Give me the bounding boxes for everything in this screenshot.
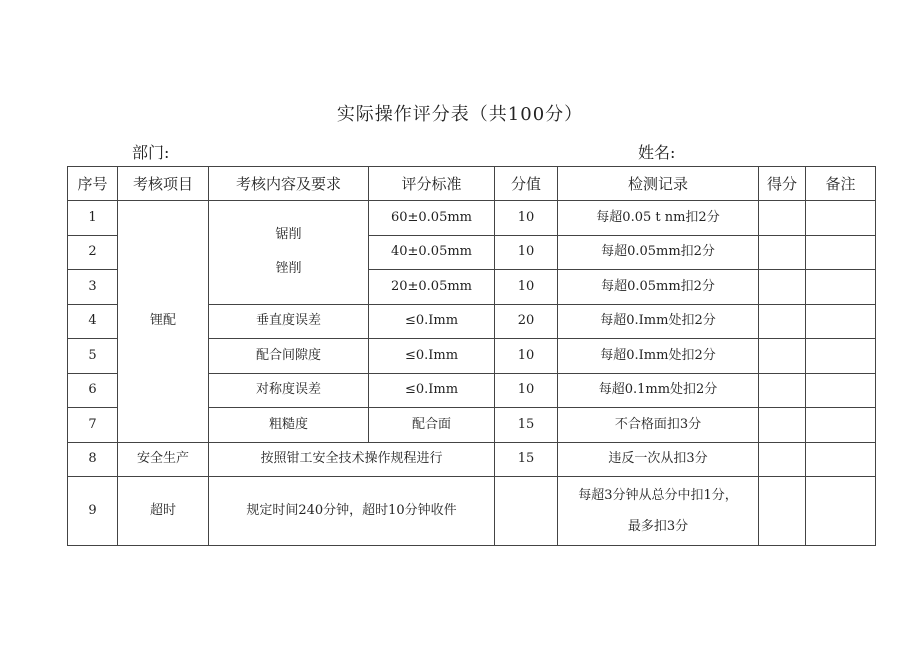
row-content: 按照钳工安全技术操作规程进行	[209, 442, 495, 477]
row-item: 超时	[118, 477, 209, 546]
row-no: 3	[68, 270, 118, 305]
row-points[interactable]	[759, 477, 806, 546]
score-table	[67, 166, 876, 546]
row-record: 每超0.1mm处扣2分	[558, 373, 759, 408]
row-remarks[interactable]	[806, 477, 876, 546]
header-item: 考核项目	[118, 167, 209, 201]
row-content: 垂直度误差	[209, 304, 369, 339]
row-remarks[interactable]	[806, 304, 876, 339]
row-standard: 60±0.05mm	[369, 201, 495, 236]
row-remarks[interactable]	[806, 373, 876, 408]
department-label: 部门:	[132, 143, 170, 162]
row-no: 9	[68, 477, 118, 546]
row-no: 2	[68, 235, 118, 270]
row-no: 8	[68, 442, 118, 477]
table-row	[68, 201, 876, 236]
page-title: 实际操作评分表（共100分）	[336, 104, 584, 125]
row-points[interactable]	[759, 442, 806, 477]
table-row	[68, 477, 876, 546]
row-standard: ≤0.Imm	[369, 304, 495, 339]
table-header-row	[68, 167, 876, 201]
row-score: 10	[495, 201, 558, 236]
row-score: 15	[495, 408, 558, 443]
row-record: 不合格面扣3分	[558, 408, 759, 443]
row-record: 每超0.05mm扣2分	[558, 270, 759, 305]
row-score: 10	[495, 270, 558, 305]
header-content: 考核内容及要求	[209, 167, 369, 201]
row-points[interactable]	[759, 304, 806, 339]
header-no: 序号	[68, 167, 118, 201]
row-content: 粗糙度	[209, 408, 369, 443]
row-record: 每超0.05mm扣2分	[558, 235, 759, 270]
row-points[interactable]	[759, 270, 806, 305]
row-points[interactable]	[759, 408, 806, 443]
header-remarks: 备注	[806, 167, 876, 201]
row-record: 每超0.Imm处扣2分	[558, 339, 759, 374]
row-standard: 20±0.05mm	[369, 270, 495, 305]
name-label: 姓名:	[638, 143, 676, 162]
row-score: 20	[495, 304, 558, 339]
header-standard: 评分标准	[369, 167, 495, 201]
row-no: 6	[68, 373, 118, 408]
row-remarks[interactable]	[806, 442, 876, 477]
record-line1: 每超3分钟从总分中扣1分，	[578, 487, 738, 503]
row-record: 每超0.05 t nm扣2分	[558, 201, 759, 236]
header-record: 检测记录	[558, 167, 759, 201]
row-score: 10	[495, 373, 558, 408]
row-record: 每超0.Imm处扣2分	[558, 304, 759, 339]
group-content-line2: 锉削	[275, 261, 302, 277]
row-remarks[interactable]	[806, 270, 876, 305]
record-line2: 最多扣3分	[627, 519, 689, 534]
table-row	[68, 442, 876, 477]
group-item-cell: 锂配	[118, 201, 209, 443]
row-score: 15	[495, 442, 558, 477]
row-item: 安全生产	[118, 442, 209, 477]
row-remarks[interactable]	[806, 339, 876, 374]
row-no: 4	[68, 304, 118, 339]
row-points[interactable]	[759, 235, 806, 270]
row-standard: ≤0.Imm	[369, 339, 495, 374]
row-points[interactable]	[759, 201, 806, 236]
row-standard: 配合面	[369, 408, 495, 443]
row-remarks[interactable]	[806, 408, 876, 443]
row-record	[558, 477, 759, 546]
row-no: 1	[68, 201, 118, 236]
row-points[interactable]	[759, 339, 806, 374]
row-remarks[interactable]	[806, 235, 876, 270]
row-score	[495, 477, 558, 546]
row-content: 规定时间240分钟，超时10分钟收件	[209, 477, 495, 546]
row-standard: 40±0.05mm	[369, 235, 495, 270]
row-remarks[interactable]	[806, 201, 876, 236]
row-no: 5	[68, 339, 118, 374]
row-score: 10	[495, 235, 558, 270]
group-content-cell	[209, 201, 369, 305]
header-points: 得分	[759, 167, 806, 201]
row-content: 对称度误差	[209, 373, 369, 408]
row-standard: ≤0.Imm	[369, 373, 495, 408]
row-record: 违反一次从扣3分	[558, 442, 759, 477]
row-no: 7	[68, 408, 118, 443]
row-points[interactable]	[759, 373, 806, 408]
group-content-line1: 锯削	[275, 227, 302, 243]
row-content: 配合间隙度	[209, 339, 369, 374]
header-score: 分值	[495, 167, 558, 201]
row-score: 10	[495, 339, 558, 374]
